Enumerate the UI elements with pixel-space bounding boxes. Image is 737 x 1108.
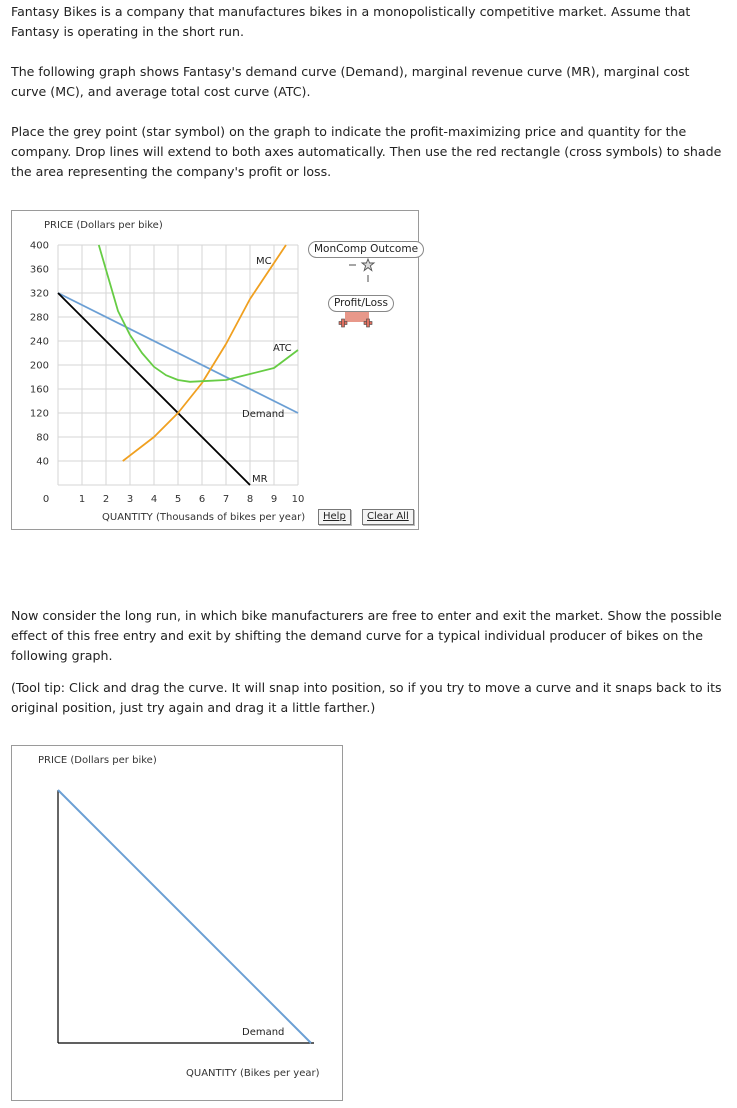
profit-loss-rect-tool[interactable] bbox=[339, 311, 372, 327]
y-tick-label: 240 bbox=[29, 336, 49, 348]
x-tick-label: 6 bbox=[198, 494, 206, 505]
y-axis-label: PRICE (Dollars per bike) bbox=[38, 755, 157, 766]
x-tick-label: 10 bbox=[291, 494, 305, 505]
mc-curve-label: MC bbox=[256, 256, 272, 267]
longrun-paragraph-2: (Tool tip: Click and drag the curve. It will snap into position, so if you try to move a curve and it snaps back to its original position, just try again and drag it a little farther.) bbox=[11, 680, 722, 715]
y-tick-label: 280 bbox=[29, 312, 49, 324]
x-tick-label: 7 bbox=[222, 494, 230, 505]
long-run-graph-panel bbox=[11, 745, 343, 1101]
short-run-graph[interactable] bbox=[12, 211, 418, 529]
y-tick-label: 40 bbox=[36, 456, 49, 468]
x-axis-label: QUANTITY (Thousands of bikes per year) bbox=[102, 512, 306, 523]
y-tick-label: 320 bbox=[29, 288, 49, 300]
demand-curve-label: Demand bbox=[242, 1027, 285, 1038]
x-axis-label: QUANTITY (Bikes per year) bbox=[186, 1068, 320, 1079]
y-axis-label: PRICE (Dollars per bike) bbox=[44, 220, 163, 231]
mr-curve-label: MR bbox=[252, 474, 268, 485]
short-run-graph-panel bbox=[11, 210, 419, 530]
x-tick-label: 0 bbox=[42, 494, 50, 505]
demand-curve[interactable] bbox=[58, 790, 311, 1043]
y-tick-label: 200 bbox=[29, 360, 49, 372]
intro-paragraph-3: Place the grey point (star symbol) on the graph to indicate the profit-maximizing price and quantity for the company. Drop lines will extend to both axes automatically. Then use the red rectangle (cross symbols) to shade the area representing the company's profit or loss. bbox=[11, 124, 722, 179]
help-button[interactable]: Help bbox=[318, 509, 351, 525]
x-tick-label: 2 bbox=[102, 494, 110, 505]
mc-curve[interactable] bbox=[123, 245, 286, 461]
demand-curve-label: Demand bbox=[242, 409, 285, 420]
y-tick-label: 400 bbox=[29, 240, 49, 252]
moncomp-star-tool[interactable] bbox=[349, 259, 374, 282]
intro-paragraph-2: The following graph shows Fantasy's demand curve (Demand), marginal revenue curve (MR), marginal cost curve (MC), and average total cost curve (ATC). bbox=[11, 64, 690, 99]
y-tick-label: 120 bbox=[29, 408, 49, 420]
x-tick-label: 4 bbox=[150, 494, 158, 505]
x-tick-label: 8 bbox=[246, 494, 254, 505]
y-tick-label: 160 bbox=[29, 384, 49, 396]
x-tick-label: 5 bbox=[174, 494, 182, 505]
star-point-icon[interactable] bbox=[362, 259, 374, 271]
y-tick-label: 80 bbox=[36, 432, 49, 444]
long-run-graph[interactable] bbox=[12, 746, 342, 1100]
x-tick-label: 9 bbox=[270, 494, 278, 505]
moncomp-outcome-label: MonComp Outcome bbox=[308, 241, 424, 258]
clear-all-button[interactable]: Clear All bbox=[362, 509, 414, 525]
atc-curve-label: ATC bbox=[273, 343, 292, 354]
y-tick-label: 360 bbox=[29, 264, 49, 276]
x-tick-label: 1 bbox=[78, 494, 86, 505]
profit-loss-rectangle[interactable] bbox=[345, 311, 369, 322]
x-tick-label: 3 bbox=[126, 494, 134, 505]
longrun-paragraph-1: Now consider the long run, in which bike manufacturers are free to enter and exit the market. Show the possible effect of this free entry and exit by shifting the demand curve for a typical individual producer of bikes on the following graph. bbox=[11, 608, 722, 663]
intro-paragraph-1: Fantasy Bikes is a company that manufactures bikes in a monopolistically competitive market. Assume that Fantasy is operating in the short run. bbox=[11, 4, 691, 39]
profit-loss-label: Profit/Loss bbox=[328, 295, 394, 312]
